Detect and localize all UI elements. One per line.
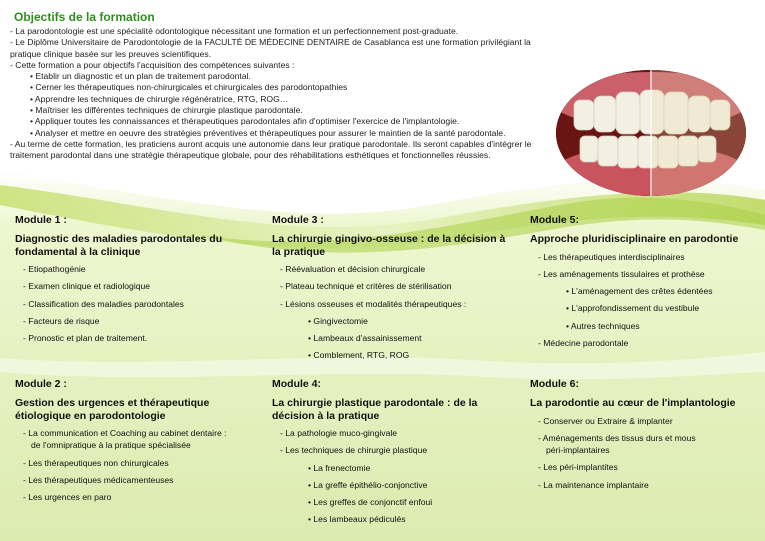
list-item: - Etiopathogénie — [23, 264, 86, 274]
module-3 — [272, 214, 512, 368]
module-items — [530, 416, 755, 491]
list-item: - Classification des maladies parodontales — [23, 298, 184, 309]
list-item: de l'omnipratique à la pratique spécialisée — [31, 440, 191, 451]
list-item: • Les greffes de conjonctif enfoui — [308, 497, 433, 508]
list-item: • Comblement, RTG, ROG — [308, 350, 410, 361]
module-label: Module 1 : — [15, 214, 67, 226]
list-item: • Autres techniques — [566, 320, 640, 331]
list-item: - Lésions osseuses et modalités thérapeutiques : — [280, 298, 467, 309]
module-5 — [530, 214, 755, 355]
list-item: - Médecine parodontale — [538, 337, 629, 348]
list-item: - La communication et Coaching au cabinet dentaire : — [23, 428, 227, 438]
module-label: Module 4: — [272, 378, 321, 390]
module-items — [15, 428, 255, 503]
list-item: - Examen clinique et radiologique — [23, 281, 151, 292]
module-title: Gestion des urgences et thérapeutique étiologique en parodontologie — [15, 397, 210, 422]
module-title: La parodontie au cœur de l'implantologie — [530, 397, 736, 409]
module-6 — [530, 378, 755, 497]
list-item: - Les thérapeutiques non chirurgicales — [23, 457, 169, 468]
module-title: La chirurgie gingivo-osseuse : de la décision à la pratique — [272, 233, 506, 258]
module-title: La chirurgie plastique parodontale : de la décision à la pratique — [272, 397, 478, 422]
list-item: - Les thérapeutiques médicamenteuses — [23, 474, 174, 485]
module-1 — [15, 214, 255, 350]
intro-section — [10, 10, 550, 162]
list-item: • Les lambeaux pédiculés — [308, 514, 406, 525]
module-title: Approche pluridisciplinaire en parodontie — [530, 233, 739, 245]
list-item: • L'approfondissement du vestibule — [566, 303, 700, 314]
list-item: - Facteurs de risque — [23, 315, 100, 326]
list-item: péri-implantaires — [546, 445, 610, 456]
intro-bullet: • Etablir un diagnostic et un plan de traitement parodontal. — [30, 71, 251, 82]
module-items — [272, 428, 512, 525]
module-label: Module 5: — [530, 214, 579, 226]
module-4 — [272, 378, 512, 532]
module-items — [15, 264, 255, 344]
intro-bullet: • Maîtriser les différentes techniques de chirurgie plastique parodontale. — [30, 105, 303, 116]
list-item: - Conserver ou Extraire & implanter — [538, 415, 673, 426]
list-item: - Les urgences en paro — [23, 492, 112, 503]
list-item: - Les thérapeutiques interdisciplinaires — [538, 251, 685, 262]
intro-line-2: - Le Diplôme Universitaire de Parodontologie de la FACULTÉ DE MÉDECINE DENTAIRE de Casablanca est une formation privilégiant la pratique clinique basée sur les preuves scientifiques. — [10, 37, 531, 59]
intro-title: Objectifs de la formation — [14, 10, 155, 24]
list-item: - Aménagements des tissus durs et mous — [538, 432, 696, 443]
module-label: Module 6: — [530, 378, 579, 390]
list-item: - La pathologie muco-gingivale — [280, 428, 398, 438]
intro-bullet: • Appliquer toutes les connaissances et thérapeutiques parodontales afin d'optimiser l'exercice de l'implantologie. — [30, 116, 460, 127]
module-items — [272, 264, 512, 361]
list-item: • Lambeaux d'assainissement — [308, 333, 422, 344]
module-items — [530, 252, 755, 349]
list-item: - Les péri-implantites — [538, 462, 618, 473]
intro-bullet: • Analyser et mettre en oeuvre des stratégies préventives et thérapeutiques pour assurer le maintien de la santé parodontale. — [30, 127, 506, 138]
intro-bullet: • Cerner les thérapeutiques non-chirurgicales et chirurgicales des parodontopathies — [30, 82, 348, 93]
list-item: - Pronostic et plan de traitement. — [23, 333, 148, 344]
teeth-illustration — [556, 70, 746, 196]
list-item: - Réévaluation et décision chirurgicale — [280, 264, 426, 274]
module-2 — [15, 378, 255, 509]
module-title: Diagnostic des maladies parodontales du fondamental à la clinique — [15, 233, 223, 258]
list-item: - Les techniques de chirurgie plastique — [280, 445, 428, 456]
list-item: • La frenectomie — [308, 462, 371, 473]
list-item: - Plateau technique et critères de stérilisation — [280, 281, 452, 292]
module-label: Module 3 : — [272, 214, 324, 226]
list-item: • L'aménagement des crêtes édentées — [566, 286, 713, 297]
intro-bullet: • Apprendre les techniques de chirurgie régénératrice, RTG, ROG… — [30, 93, 289, 104]
list-item: - Les aménagements tissulaires et prothèse — [538, 268, 705, 279]
list-item: • La greffe épithélio-conjonctive — [308, 479, 428, 490]
intro-line-3: - Cette formation a pour objectifs l'acquisition des compétences suivantes : — [10, 59, 295, 70]
list-item: • Gingivectomie — [308, 315, 368, 326]
module-label: Module 2 : — [15, 378, 67, 390]
teeth-photo — [556, 70, 746, 196]
list-item: - La maintenance implantaire — [538, 479, 649, 490]
intro-closing: - Au terme de cette formation, les praticiens auront acquis une autonomie dans leur pratique parodontale. Ils seront capables d'intégrer le traitement parodontal dans une stratégie thérapeutique globale, pour des réhabilitations esthétiques et fonctionnelles réussies. — [10, 138, 532, 161]
intro-line-1: - La parodontologie est une spécialité odontologique nécessitant une formation et un perfectionnement post-graduate. — [10, 26, 459, 36]
